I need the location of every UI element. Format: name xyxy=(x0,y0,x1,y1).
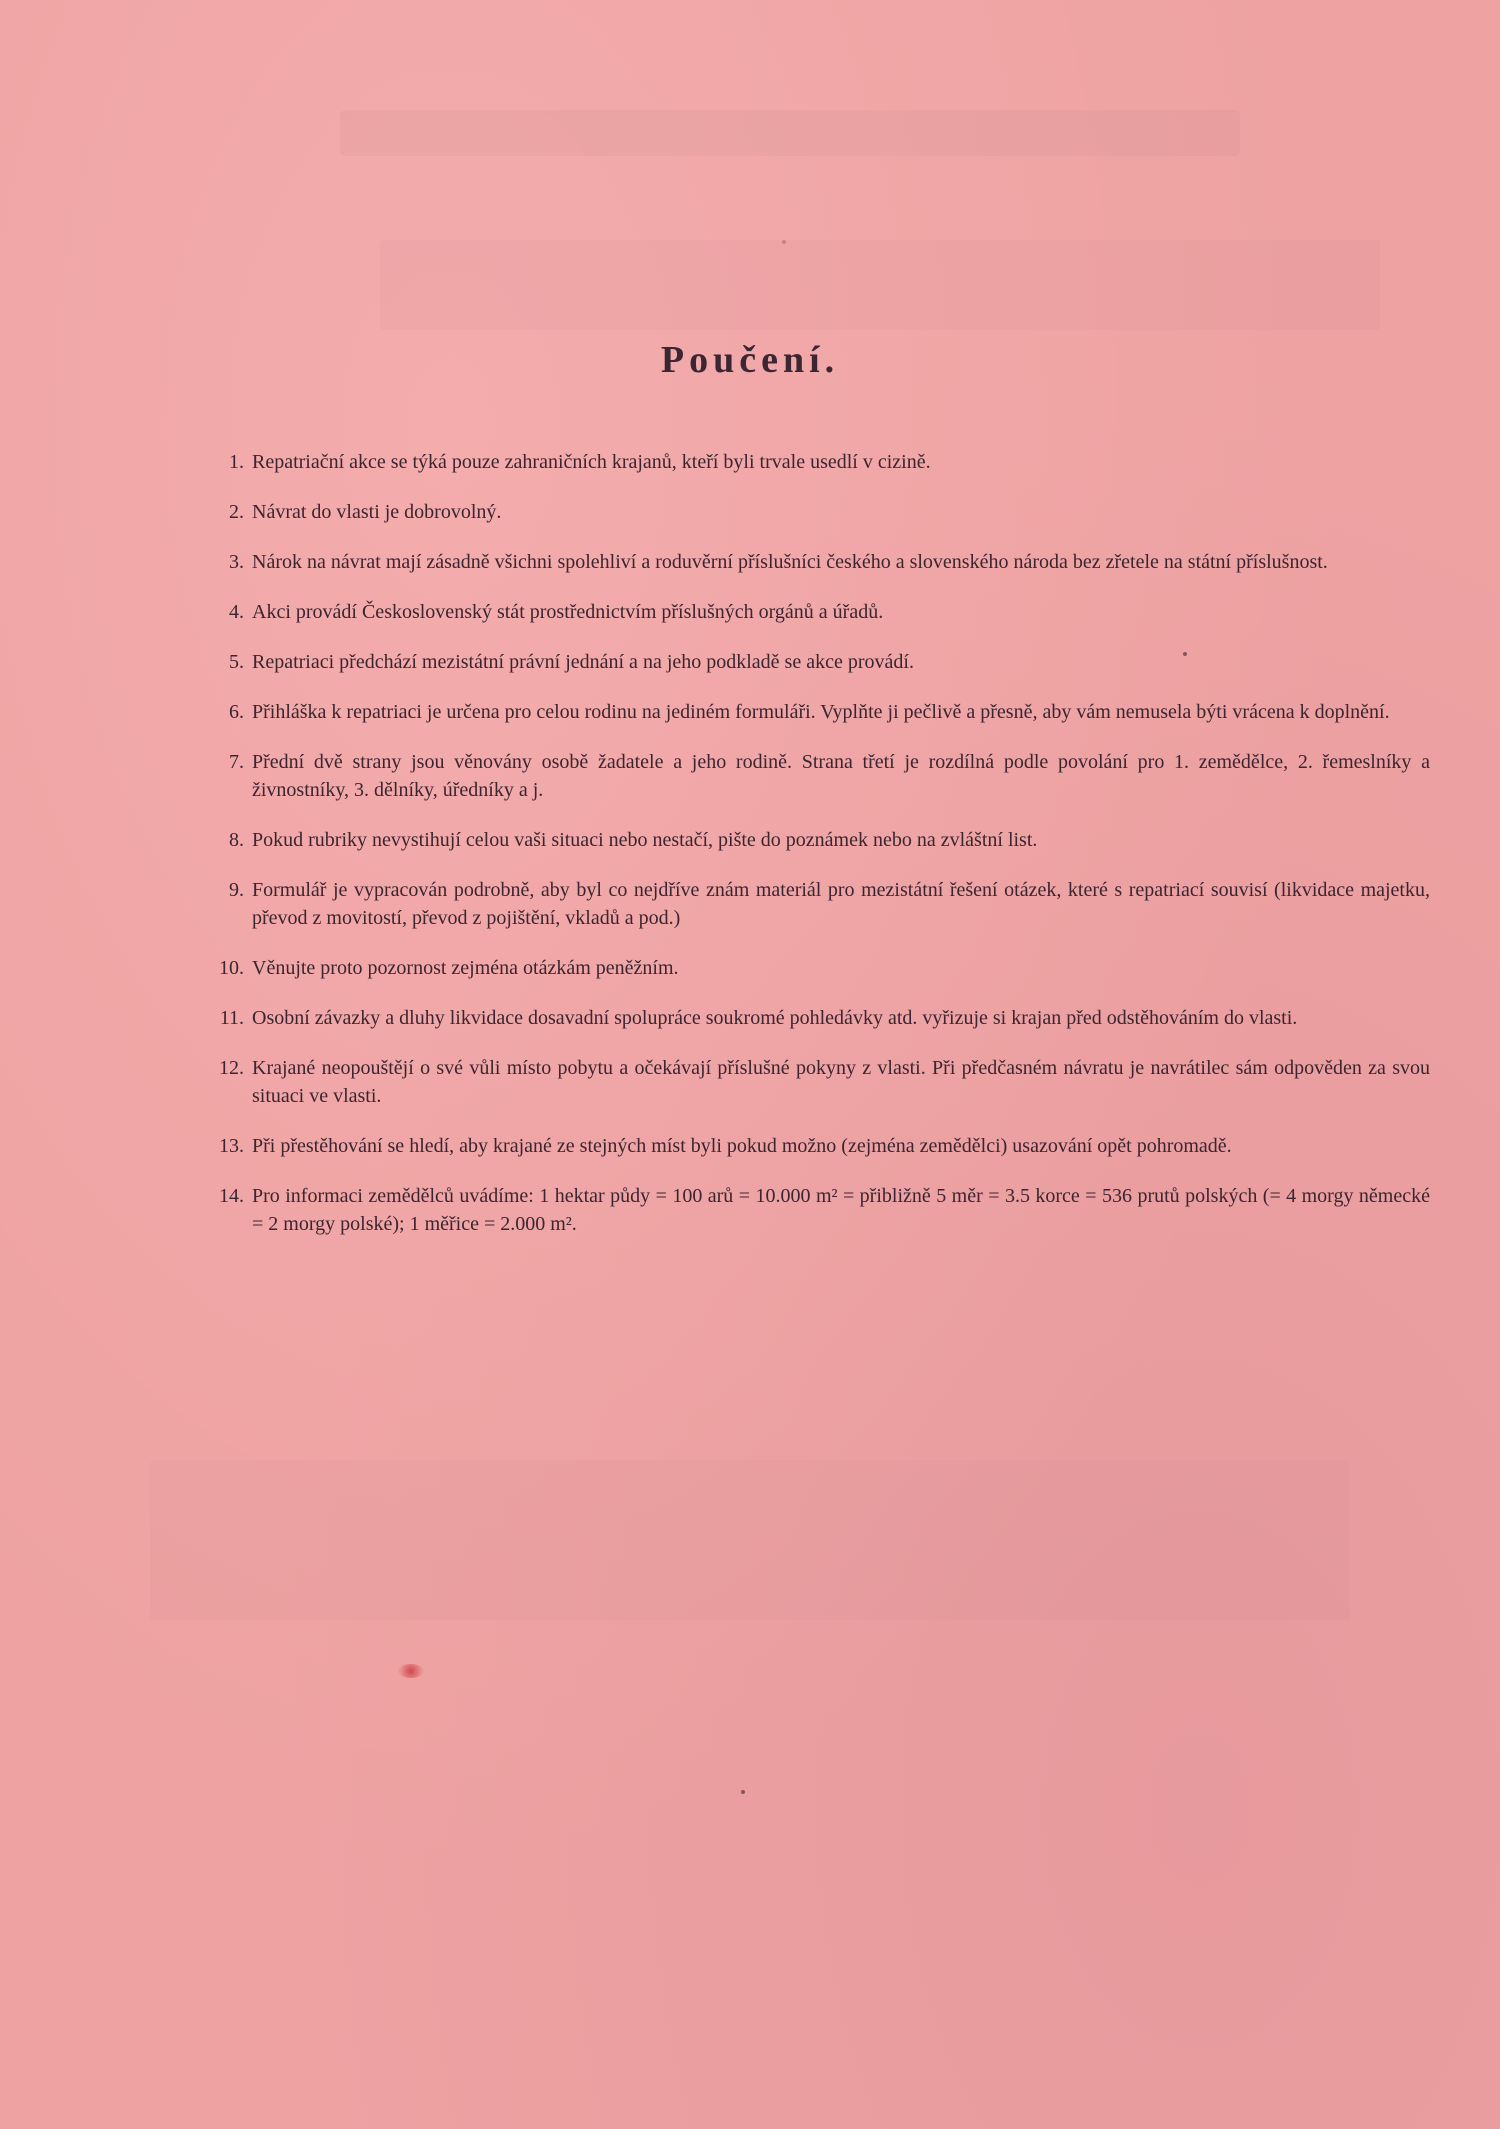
list-item xyxy=(198,1182,1430,1238)
item-number: 9. xyxy=(229,879,244,901)
list-item xyxy=(198,498,1430,526)
page-title: Poučení. xyxy=(660,339,840,381)
item-number: 2. xyxy=(229,501,244,523)
list-item xyxy=(198,748,1430,804)
item-number: 12. xyxy=(219,1057,244,1079)
list-item xyxy=(198,548,1430,576)
list-item xyxy=(198,1054,1430,1110)
list-item xyxy=(198,698,1430,726)
item-number: 14. xyxy=(219,1185,244,1207)
red-ink-stain xyxy=(398,1664,424,1678)
item-text: Krajané neopouštějí o své vůli místo pobytu a očekávají příslušné pokyny z vlasti. Při předčasném návratu je navrátilec sám odpověden za svou situaci ve vlasti. xyxy=(252,1057,1430,1107)
list-item xyxy=(198,448,1430,476)
list-item xyxy=(198,954,1430,982)
list-item xyxy=(198,648,1430,676)
item-number: 5. xyxy=(229,651,244,673)
list-item xyxy=(198,1004,1430,1032)
list-item xyxy=(198,598,1430,626)
item-text: Repatriaci předchází mezistátní právní jednání a na jeho podkladě se akce provádí. xyxy=(252,651,914,673)
item-number: 7. xyxy=(229,751,244,773)
item-number: 10. xyxy=(219,957,244,979)
paper-speck xyxy=(782,240,786,244)
item-text: Při přestěhování se hledí, aby krajané ze stejných míst byli pokud možno (zejména zemědělci) usazování opět pohromadě. xyxy=(252,1135,1232,1157)
instructions-list xyxy=(198,448,1430,1260)
list-item xyxy=(198,1132,1430,1160)
item-text: Osobní závazky a dluhy likvidace dosavadní spolupráce soukromé pohledávky atd. vyřizuje si krajan před odstěhováním do vlasti. xyxy=(252,1007,1298,1029)
show-through-block-lower xyxy=(150,1460,1350,1620)
item-text: Přihláška k repatriaci je určena pro celou rodinu na jediném formuláři. Vyplňte ji pečlivě a přesně, aby vám nemusela býti vrácena k doplnění. xyxy=(252,701,1390,723)
item-text: Nárok na návrat mají zásadně všichni spolehliví a roduvěrní příslušníci českého a slovenského národa bez zřetele na státní příslušnost. xyxy=(252,551,1328,573)
item-text: Věnujte proto pozornost zejména otázkám peněžním. xyxy=(252,957,679,979)
show-through-block xyxy=(380,240,1380,330)
item-text: Pro informaci zemědělců uvádíme: 1 hektar půdy = 100 arů = 10.000 m² = přibližně 5 měr = 3.5 korce = 536 prutů polských (= 4 morgy německé = 2 morgy polské); 1 měřice = 2.000 m². xyxy=(252,1185,1430,1235)
item-number: 11. xyxy=(219,1007,244,1029)
item-number: 1. xyxy=(229,451,244,473)
item-number: 3. xyxy=(229,551,244,573)
item-number: 4. xyxy=(229,601,244,623)
item-text: Návrat do vlasti je dobrovolný. xyxy=(252,501,502,523)
item-number: 13. xyxy=(219,1135,244,1157)
show-through-heading xyxy=(340,110,1240,156)
list-item xyxy=(198,876,1430,932)
list-item xyxy=(198,826,1430,854)
paper-speck xyxy=(741,1790,745,1794)
item-number: 8. xyxy=(229,829,244,851)
item-text: Přední dvě strany jsou věnovány osobě žadatele a jeho rodině. Strana třetí je rozdílná podle povolání pro 1. zemědělce, 2. řemeslníky a živnostníky, 3. dělníky, úředníky a j. xyxy=(252,751,1430,801)
item-text: Formulář je vypracován podrobně, aby byl co nejdříve znám materiál pro mezistátní řešení otázek, které s repatriací souvisí (likvidace majetku, převod z movitostí, převod z pojištění, vkladů a pod.) xyxy=(252,879,1430,929)
item-number: 6. xyxy=(229,701,244,723)
paper-speck xyxy=(1183,652,1187,656)
item-text: Repatriační akce se týká pouze zahraničních krajanů, kteří byli trvale usedlí v cizině. xyxy=(252,451,931,473)
item-text: Akci provádí Československý stát prostřednictvím příslušných orgánů a úřadů. xyxy=(252,601,884,623)
item-text: Pokud rubriky nevystihují celou vaši situaci nebo nestačí, pište do poznámek nebo na zvláštní list. xyxy=(252,829,1038,851)
